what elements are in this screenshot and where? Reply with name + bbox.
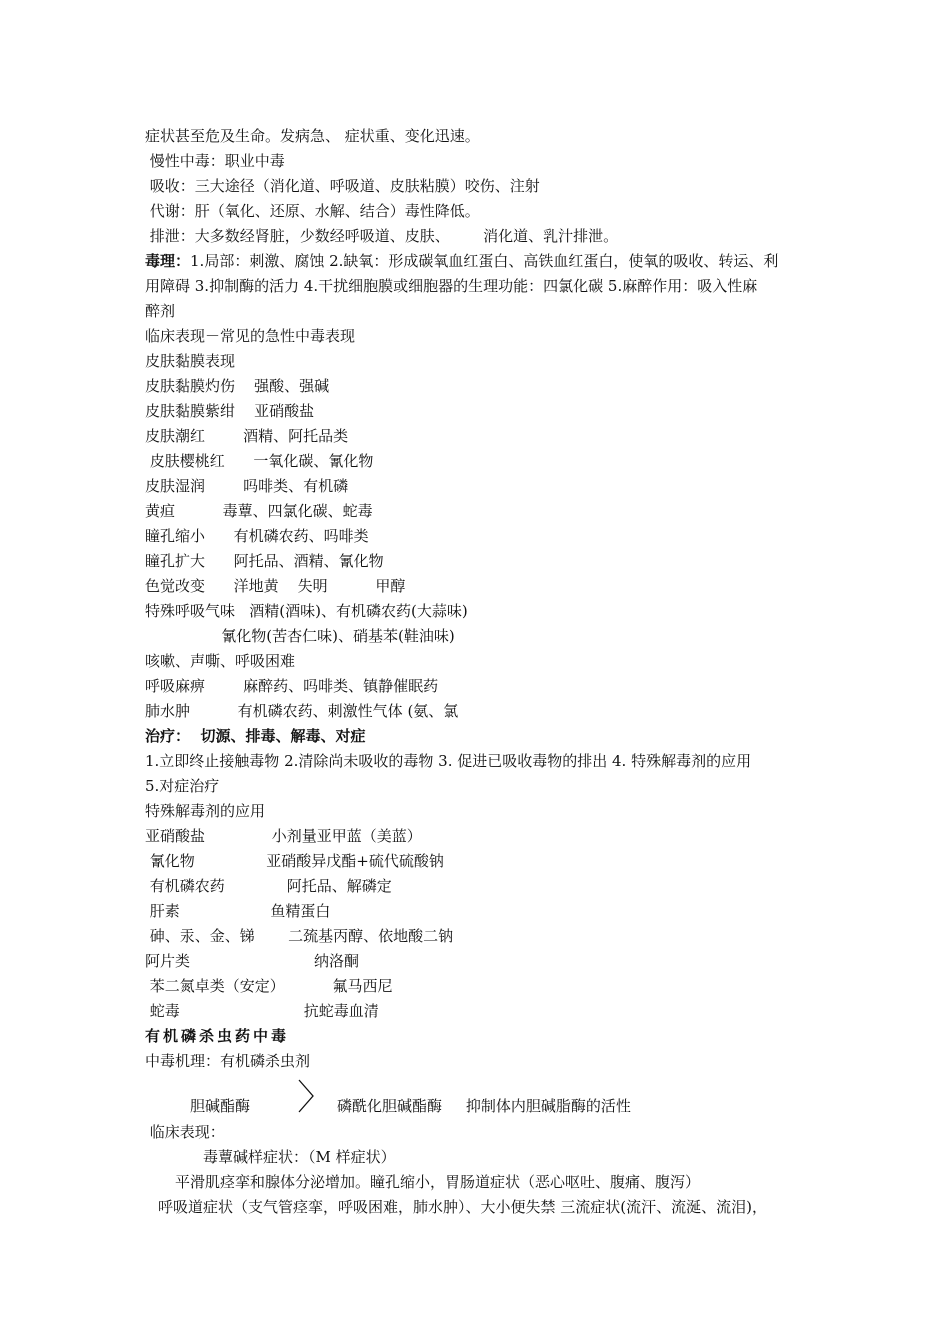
text-line: 有机磷农药 阿托品、解磷定 (145, 877, 392, 895)
text-line: 1.立即终止接触毒物 2.清除尚未吸收的毒物 3. 促进已吸收毒物的排出 4. 特殊解毒剂的应用 (145, 752, 752, 770)
text-line: 中毒机理：有机磷杀虫剂 (145, 1052, 311, 1070)
text-line: 肺水肿 有机磷农药、刺激性气体 (氨、氯 (145, 702, 459, 720)
text-line: 吸收：三大途径（消化道、呼吸道、皮肤粘膜）咬伤、注射 (145, 177, 540, 195)
text-line: 5.对症治疗 (145, 777, 220, 795)
text-line: 皮肤樱桃红 一氧化碳、氰化物 (145, 452, 374, 470)
text-line: 呼吸道症状（支气管痉挛，呼吸困难，肺水肿）、大小便失禁 三流症状(流汗、流涎、流泪)， (158, 1198, 767, 1216)
toxic-mechanism-heading: 毒理： (145, 252, 191, 270)
text-line: 咳嗽、声嘶、呼吸困难 (145, 652, 296, 670)
text-line: 毒理：1.局部：刺激、腐蚀 2.缺氧：形成碳氧血红蛋白、高铁血红蛋白，使氧的吸收、转运、利 (145, 252, 779, 270)
text-line: 用障碍 3.抑制酶的活力 4.干扰细胞膜或细胞器的生理功能：四氯化碳 5.麻醉作用：吸入性麻 (145, 277, 758, 295)
text-line: 阿片类 纳洛酮 (145, 952, 359, 970)
text-line: 症状甚至危及生命。发病急、 症状重、变化迅速。 (145, 127, 480, 145)
text-line: 皮肤黏膜紫绀 亚硝酸盐 (145, 402, 315, 420)
text-line: 亚硝酸盐 小剂量亚甲蓝（美蓝） (145, 827, 422, 845)
section-title: 临床表现－常见的急性中毒表现 (145, 327, 356, 345)
text-line: 皮肤潮红 酒精、阿托品类 (145, 427, 349, 445)
text-line: 黄疸 毒蕈、四氯化碳、蛇毒 (145, 502, 373, 520)
text-line: 皮肤湿润 吗啡类、有机磷 (145, 477, 349, 495)
treatment-heading: 治疗： 切源、排毒、解毒、对症 (145, 727, 366, 745)
text-line: 代谢：肝（氧化、还原、水解、结合）毒性降低。 (145, 202, 480, 220)
text-line: 毒蕈碱样症状：（M 样症状） (203, 1148, 396, 1166)
text-line: 胆碱酯酶 (190, 1097, 251, 1115)
text-line: 瞳孔扩大 阿托品、酒精、氰化物 (145, 552, 384, 570)
text-line: 呼吸麻痹 麻醉药、吗啡类、镇静催眠药 (145, 677, 439, 695)
text-line: 临床表现： (145, 1123, 225, 1141)
section-title: 特殊解毒剂的应用 (145, 802, 266, 820)
text-line: 皮肤黏膜灼伤 强酸、强碱 (145, 377, 330, 395)
text-line: 皮肤黏膜表现 (145, 352, 236, 370)
text-line: 特殊呼吸气味 酒精(酒味)、有机磷农药(大蒜味) (145, 602, 468, 620)
text-line: 瞳孔缩小 有机磷农药、吗啡类 (145, 527, 369, 545)
text-line: 平滑肌痉挛和腺体分泌增加。瞳孔缩小，胃肠道症状（恶心呕吐、腹痛、腹泻） (175, 1173, 701, 1191)
text-line: 氰化物(苦杏仁味)、硝基苯(鞋油味) (145, 627, 455, 645)
text-line: 排泄：大多数经肾脏，少数经呼吸道、皮肤、 消化道、乳汁排泄。 (145, 227, 619, 245)
text-line: 砷、汞、金、锑 二巯基丙醇、依地酸二钠 (145, 927, 454, 945)
text-line: 苯二氮卓类（安定） 氟马西尼 (145, 977, 393, 995)
text-line: 醉剂 (145, 302, 176, 320)
text-line: 蛇毒 抗蛇毒血清 (145, 1002, 379, 1020)
organophosphate-heading: 有机磷杀虫药中毒 (145, 1027, 290, 1045)
text-line: 氰化物 亚硝酸异戊酯+硫代硫酸钠 (145, 852, 444, 870)
text-line: 磷酰化胆碱酯酶 抑制体内胆碱脂酶的活性 (337, 1097, 631, 1115)
text-line: 慢性中毒：职业中毒 (145, 152, 285, 170)
text-line: 肝素 鱼精蛋白 (145, 902, 331, 920)
text-line: 色觉改变 洋地黄 失明 甲醇 (145, 577, 406, 595)
chevron-right-icon (296, 1078, 316, 1114)
